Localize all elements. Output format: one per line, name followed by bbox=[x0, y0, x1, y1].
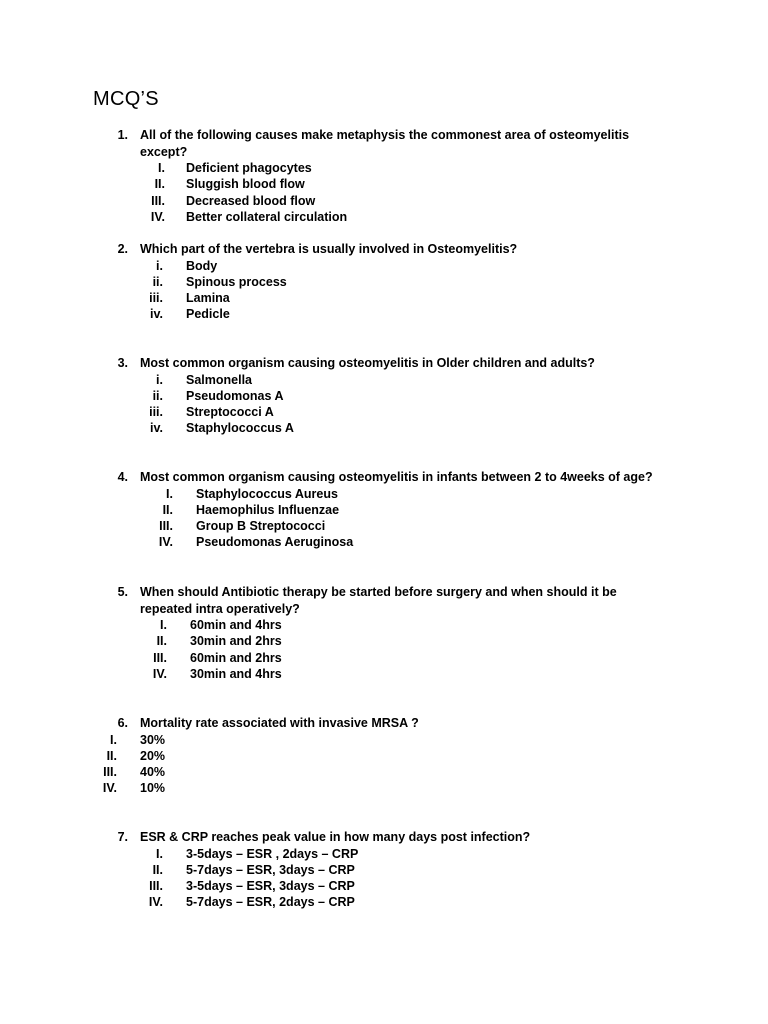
option bbox=[0, 518, 768, 534]
option-text: 30min and 4hrs bbox=[190, 666, 282, 681]
option-numeral: ii. bbox=[152, 274, 163, 289]
option-numeral: III. bbox=[151, 193, 165, 208]
question-stem bbox=[0, 584, 670, 617]
option-numeral: II. bbox=[162, 502, 173, 517]
option bbox=[0, 502, 768, 518]
question-stem bbox=[0, 715, 670, 732]
question-6 bbox=[0, 715, 768, 797]
option bbox=[0, 290, 768, 306]
option bbox=[0, 486, 768, 502]
option bbox=[0, 420, 768, 436]
option-text: 30min and 2hrs bbox=[190, 634, 282, 649]
option-text: 60min and 4hrs bbox=[190, 618, 282, 632]
option bbox=[0, 193, 768, 209]
question-number: 4. bbox=[117, 470, 128, 484]
option-text: Pedicle bbox=[186, 307, 230, 322]
option bbox=[0, 780, 768, 796]
option-text: Pseudomonas Aeruginosa bbox=[196, 535, 354, 550]
option-text: 40% bbox=[140, 765, 166, 780]
question-text: Mortality rate associated with invasive MRSA ? bbox=[140, 716, 419, 730]
option-text: Group B Streptococci bbox=[196, 519, 326, 534]
option-numeral: IV. bbox=[150, 209, 165, 224]
option-text: Sluggish blood flow bbox=[186, 177, 305, 192]
option-text: 10% bbox=[140, 781, 166, 796]
question-2 bbox=[0, 241, 768, 323]
question-number: 7. bbox=[117, 830, 128, 844]
question-1 bbox=[0, 127, 768, 225]
question-text: ESR & CRP reaches peak value in how many days post infection? bbox=[140, 830, 531, 844]
option-numeral: II. bbox=[154, 177, 165, 192]
option-text: 5-7days – ESR, 2days – CRP bbox=[186, 895, 355, 910]
option bbox=[0, 258, 768, 274]
option-numeral: I. bbox=[110, 732, 117, 747]
option-numeral: i. bbox=[156, 372, 163, 387]
question-text: When should Antibiotic therapy be started before surgery and when should it be repeated intra operatively? bbox=[140, 585, 617, 616]
option bbox=[0, 894, 768, 910]
question-text: Which part of the vertebra is usually involved in Osteomyelitis? bbox=[140, 242, 518, 256]
question-stem bbox=[0, 829, 670, 846]
question-number: 2. bbox=[117, 242, 128, 256]
option-text: Staphylococcus Aureus bbox=[196, 486, 338, 501]
option-text: 60min and 2hrs bbox=[190, 650, 282, 665]
option bbox=[0, 404, 768, 420]
option bbox=[0, 534, 768, 550]
option bbox=[0, 306, 768, 322]
option-text: 3-5days – ESR, 3days – CRP bbox=[186, 879, 355, 894]
option-numeral: III. bbox=[159, 519, 173, 534]
option bbox=[0, 617, 768, 633]
option-text: Decreased blood flow bbox=[186, 193, 316, 208]
question-stem bbox=[0, 469, 670, 486]
question-number: 6. bbox=[117, 716, 128, 730]
question-text: All of the following causes make metaphysis the commonest area of osteomyelitis except? bbox=[140, 128, 630, 159]
option bbox=[0, 764, 768, 780]
option bbox=[0, 666, 768, 682]
option-numeral: I. bbox=[158, 161, 165, 175]
option-text: Lamina bbox=[186, 291, 230, 306]
option-numeral: IV. bbox=[152, 666, 167, 681]
option bbox=[0, 846, 768, 862]
option-text: Pseudomonas A bbox=[186, 388, 284, 403]
option bbox=[0, 633, 768, 649]
option-text: Haemophilus Influenzae bbox=[196, 502, 340, 517]
option-text: 3-5days – ESR , 2days – CRP bbox=[186, 846, 359, 861]
option-numeral: iii. bbox=[149, 405, 163, 420]
option-numeral: II. bbox=[106, 748, 117, 763]
option-numeral: III. bbox=[153, 650, 167, 665]
option bbox=[0, 209, 768, 225]
question-number: 1. bbox=[117, 128, 128, 142]
question-stem bbox=[0, 355, 670, 372]
option-numeral: III. bbox=[149, 879, 163, 894]
option-numeral: II. bbox=[156, 634, 167, 649]
option-text: Deficient phagocytes bbox=[186, 161, 312, 175]
option bbox=[0, 160, 768, 176]
question-4 bbox=[0, 469, 768, 551]
option-text: Body bbox=[186, 258, 218, 273]
option-text: 30% bbox=[140, 732, 166, 747]
option-text: 20% bbox=[140, 748, 166, 763]
question-7 bbox=[0, 829, 768, 911]
question-5 bbox=[0, 584, 768, 682]
option bbox=[0, 862, 768, 878]
option-text: Spinous process bbox=[186, 274, 287, 289]
option-numeral: iv. bbox=[150, 307, 163, 322]
option-numeral: II. bbox=[152, 862, 163, 877]
option bbox=[0, 372, 768, 388]
option-text: Streptococci A bbox=[186, 405, 274, 420]
option bbox=[0, 176, 768, 192]
option-numeral: ii. bbox=[152, 388, 163, 403]
option-numeral: III. bbox=[103, 765, 117, 780]
page-title: MCQ’S bbox=[93, 88, 159, 110]
question-3 bbox=[0, 355, 768, 437]
option bbox=[0, 650, 768, 666]
option-numeral: I. bbox=[166, 486, 173, 501]
option-numeral: IV. bbox=[148, 895, 163, 910]
option-numeral: i. bbox=[156, 258, 163, 273]
option bbox=[0, 878, 768, 894]
option bbox=[0, 748, 768, 764]
option-text: Staphylococcus A bbox=[186, 421, 294, 436]
option-text: Salmonella bbox=[186, 372, 252, 387]
option-text: Better collateral circulation bbox=[186, 209, 348, 224]
option-numeral: I. bbox=[156, 846, 163, 861]
question-number: 3. bbox=[117, 356, 128, 370]
question-stem bbox=[0, 241, 670, 258]
option-numeral: iii. bbox=[149, 291, 163, 306]
option-numeral: iv. bbox=[150, 421, 163, 436]
option-text: 5-7days – ESR, 3days – CRP bbox=[186, 862, 355, 877]
option bbox=[0, 388, 768, 404]
question-text: Most common organism causing osteomyelitis in Older children and adults? bbox=[140, 356, 595, 370]
option-numeral: IV. bbox=[102, 781, 117, 796]
question-number: 5. bbox=[117, 585, 128, 599]
option-numeral: I. bbox=[160, 618, 167, 632]
question-text: Most common organism causing osteomyelitis in infants between 2 to 4weeks of age? bbox=[140, 470, 653, 484]
option bbox=[0, 732, 768, 748]
question-stem bbox=[0, 127, 670, 160]
option-numeral: IV. bbox=[158, 535, 173, 550]
option bbox=[0, 274, 768, 290]
